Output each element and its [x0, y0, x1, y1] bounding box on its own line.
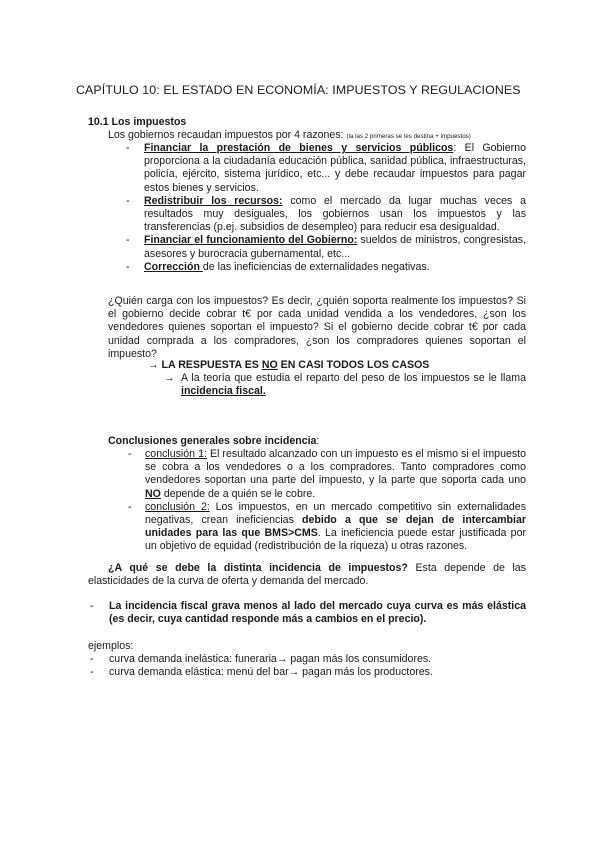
- conclusion-2-text-b: . La ineficiencia puede estar justificada por un objetivo de equidad (redistribución de la riqueza) u otras razones.: [145, 527, 526, 553]
- dash-marker: -: [90, 600, 94, 612]
- answer-pre: → LA RESPUESTA ES: [148, 359, 262, 371]
- reason-text: [144, 142, 526, 195]
- intro-note: (la las 2 primeras se les destina + impuestos): [346, 133, 471, 140]
- dash-marker: -: [126, 142, 130, 154]
- reason-text: [144, 234, 526, 260]
- conclusions-list: [128, 448, 526, 554]
- conclusion-2: [145, 501, 526, 554]
- reason-body: de las ineficiencias de externalidades negativas.: [202, 260, 430, 273]
- list-item: [126, 195, 526, 235]
- examples-label: ejemplos:: [88, 640, 134, 652]
- question-paragraph: ¿Quién carga con los impuestos? Es decir, ¿quién soporta realmente los impuestos? Si el gobierno decide cobrar t€ por cada unidad vendida a los vendedores, ¿son los vendedores quienes soportan el impuesto? Si el gobierno decide cobrar t€ por cada unidad comprada a los compradores, ¿son los compradores quienes soportan el impuesto?: [108, 295, 526, 360]
- dash-marker: -: [126, 234, 130, 247]
- section-heading: 10.1 Los impuestos: [88, 116, 187, 128]
- incidence-body: A la teoría que estudia el reparto del peso de los impuestos se le llama: [181, 372, 526, 384]
- answer-post: EN CASI TODOS LOS CASOS: [277, 359, 430, 371]
- conclusions-colon: :: [316, 435, 320, 447]
- answer-line: [148, 359, 429, 372]
- list-item: [126, 234, 526, 260]
- conclusions-heading: [108, 435, 319, 448]
- list-item: [126, 142, 526, 195]
- reason-title: Financiar el funcionamiento del Gobierno:: [144, 234, 358, 247]
- reason-title: Financiar la prestación de bienes y servicios públicos: [144, 142, 454, 154]
- reason-text: [144, 261, 526, 274]
- examples-list: [90, 653, 526, 679]
- reason-body: : El Gobierno proporciona a la ciudadanía educación pública, sanidad pública, infraestructuras, policía, ejército, sistema jurídico, etc... y debe recaudar impuestos para pagar estos bienes y servicios.: [144, 142, 526, 194]
- conclusion-2-bold: debido a que se dejan de intercambiar unidades para las que BMS>CMS: [145, 514, 526, 540]
- incidence-note: [164, 372, 526, 398]
- conclusion-1-text-b: depende de a quién se le cobre.: [160, 487, 316, 500]
- conclusion-2-text-a: Los impuestos, en un mercado competitivo sin externalidades negativas, crean ineficiencias: [145, 500, 526, 527]
- conclusion-1-label: conclusión 1:: [145, 448, 207, 460]
- elasticity-paragraph: [88, 562, 526, 588]
- conclusion-1-no: NO: [145, 487, 161, 500]
- reason-text: [144, 195, 526, 235]
- reason-body: como el mercado da lugar muchas veces a resultados muy desiguales, los gobiernos usan los impuestos y las transferencias (p.ej. subsidios de desempleo) para reducir esa desigualdad.: [144, 194, 526, 234]
- reasons-list: [126, 142, 526, 274]
- elasticity-question: ¿A qué se debe la distinta incidencia de impuestos?: [108, 562, 408, 574]
- arrow-marker: →: [164, 372, 175, 384]
- conclusions-title: Conclusiones generales sobre incidencia: [108, 435, 317, 447]
- dash-marker: -: [128, 500, 132, 513]
- list-item: [128, 448, 526, 501]
- dash-marker: -: [90, 666, 94, 679]
- reason-title: Redistribuir los recursos:: [144, 194, 283, 207]
- elasticity-bullet-text: La incidencia fiscal grava menos al lado del mercado cuya curva es más elástica (es decir, cuya cantidad responde más a cambios en el precio).: [109, 600, 526, 626]
- incidence-term: incidencia fiscal.: [181, 385, 266, 398]
- list-item: [90, 666, 526, 679]
- incidence-text: [164, 372, 526, 398]
- list-item: [128, 501, 526, 554]
- dash-marker: -: [126, 194, 130, 207]
- reason-title: Corrección: [144, 260, 203, 273]
- list-item: [90, 653, 526, 666]
- elasticity-bullet: [90, 600, 526, 626]
- example-text: curva demanda inelástica: funeraria→ pagan más los consumidores.: [109, 653, 432, 665]
- dash-marker: -: [90, 653, 94, 665]
- example-text: curva demanda elástica: menú del bar→ pagan más los productores.: [109, 666, 433, 679]
- conclusion-1-text-a: El resultado alcanzado con un impuesto es el mismo si el impuesto se cobra a los vendedores o a los compradores. Tanto compradores como vendedores soportan una parte del impuesto, y la parte que soporta cada uno: [145, 448, 526, 487]
- list-item: [126, 261, 526, 274]
- elasticity-answer: Esta depende de las elasticidades de la curva de oferta y demanda del mercado.: [88, 562, 526, 588]
- conclusion-2-label: conclusión 2:: [145, 500, 210, 513]
- intro-text: Los gobiernos recaudan impuestos por 4 razones:: [108, 129, 344, 141]
- page-title: CAPÍTULO 10: EL ESTADO EN ECONOMÍA: IMPUESTOS Y REGULACIONES: [76, 83, 521, 97]
- dash-marker: -: [126, 260, 130, 273]
- reason-body: sueldos de ministros, congresistas, asesores y burocracia gubernamental, etc...: [144, 234, 526, 260]
- dash-marker: -: [128, 448, 132, 460]
- conclusion-1: [145, 448, 526, 501]
- answer-no: NO: [261, 359, 278, 371]
